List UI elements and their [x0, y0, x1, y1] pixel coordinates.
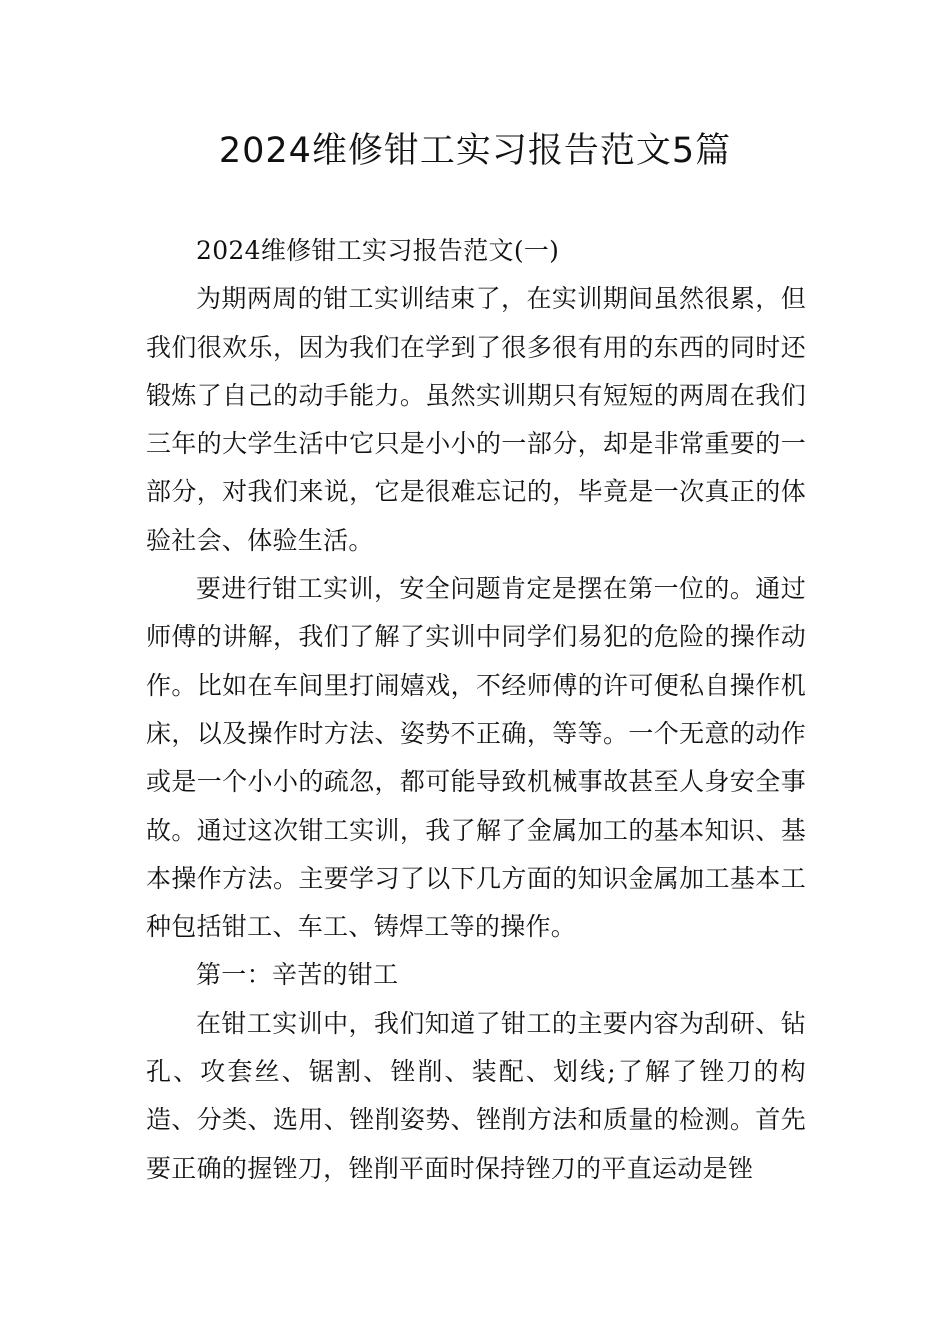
paragraph: 在钳工实训中，我们知道了钳工的主要内容为刮研、钻孔、攻套丝、锯割、锉削、装配、划线;了解了锉刀的构造、分类、选用、锉削姿势、锉削方法和质量的检测。首先要正确的握锉刀，锉削平面时保持锉刀的平直运动是锉	[146, 1008, 806, 1183]
subsection-heading: 第一：辛苦的钳工	[196, 960, 399, 990]
paragraph: 要进行钳工实训，安全问题肯定是摆在第一位的。通过师傅的讲解，我们了解了实训中同学们易犯的危险的操作动作。比如在车间里打闹嬉戏，不经师傅的许可便私自操作机床，以及操作时方法、姿势不正确，等等。一个无意的动作或是一个小小的疏忽，都可能导致机械事故甚至人身安全事故。通过这次钳工实训，我了解了金属加工的基本知识、基本操作方法。主要学习了以下几方面的知识金属加工基本工种包括钳工、车工、铸焊工等的操作。	[146, 574, 806, 942]
paragraph: 为期两周的钳工实训结束了，在实训期间虽然很累，但我们很欢乐，因为我们在学到了很多很有用的东西的同时还锻炼了自己的动手能力。虽然实训期只有短短的两周在我们三年的大学生活中它只是小小的一部分，却是非常重要的一部分，对我们来说，它是很难忘记的，毕竟是一次真正的体验社会、体验生活。	[146, 284, 806, 555]
document-body	[146, 227, 806, 1193]
document-title: 2024维修钳工实习报告范文5篇	[218, 131, 732, 171]
section-heading: 2024维修钳工实习报告范文(一)	[196, 236, 560, 265]
